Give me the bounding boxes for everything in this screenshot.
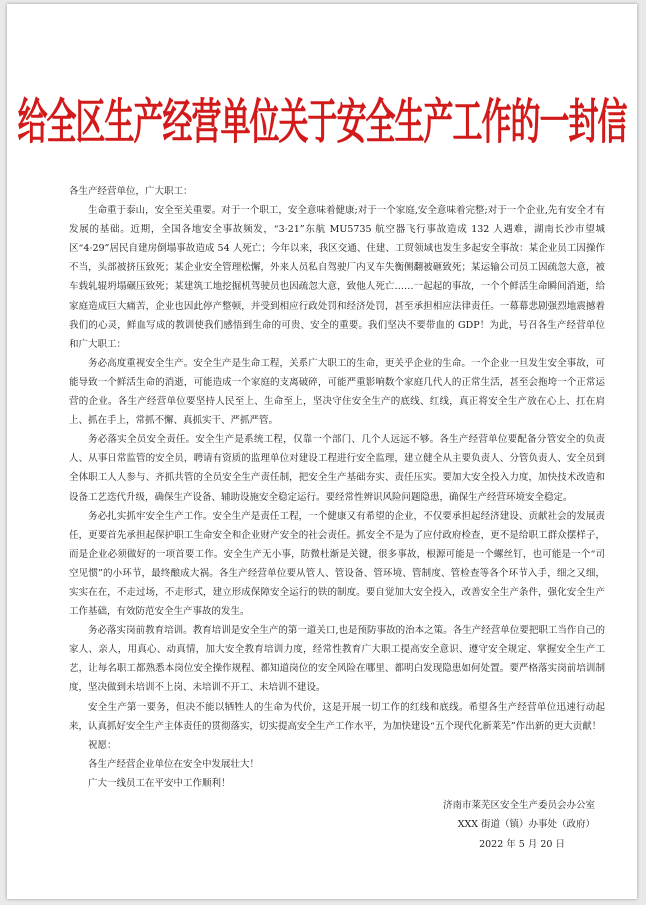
wish-item: 各生产经营企业单位在安全中发展壮大！ (88, 758, 260, 770)
document-page (7, 4, 637, 899)
paragraph-attention: 务必高度重视安全生产。安全生产是生命工程，关系广大职工的生命，更关乎企业的生命。一个企业一旦发生安全事故，可能导致一个鲜活生命的消逝，可能造成一个家庭的支离破碎，可能严重影响数个家庭几代人的正常生活，甚至会拖垮一个正常运营的企业。各生产经营单位要坚持人民至上、生命至上，坚决守住安全生产的底线、红线，真正将安全生产放在心上、扛在肩上、抓在手上，常抓不懈、真抓实干、严抓严管。 (69, 357, 605, 427)
paragraph-conclusion: 安全生产第一要务，但决不能以牺牲人的生命为代价，这是开展一切工作的红线和底线。希望各生产经营单位迅速行动起来，认真抓好安全生产主体责任的贯彻落实，切实提高安全生产工作水平，为加快建设“五个现代化新莱芜”作出新的更大贡献！ (69, 701, 605, 732)
paragraph-work: 务必扎实抓牢安全生产工作。安全生产是责任工程，一个健康又有希望的企业，不仅要承担起经济建设、贡献社会的发展责任，更要首先承担起保护职工生命安全和企业财产安全的社会责任。抓安全不是为了应付政府检查，更不是给职工群众摆样子，而是企业必须做好的一项首要工作。安全生产无小事，防微杜渐是关键，很多事故，根源可能是一个螺丝钉，也可能是一个“司空见惯”的小环节，最终酿成大祸。各生产经营单位要从管人、管设备、管环境、管制度、管检查等各个环节入手，细之又细，实实在在，不走过场，不走形式，建立形成保障安全运行的铁的制度。要自觉加大安全投入，改善安全生产条件，强化安全生产工作基础，有效防范安全生产事故的发生。 (69, 510, 605, 618)
closing: 祝愿： (88, 739, 117, 751)
paragraph-training: 务必落实岗前教育培训。教育培训是安全生产的第一道关口,也是预防事故的治本之策。各生产经营单位要把职工当作自己的家人、亲人，用真心、动真情，加大安全教育培训力度，经常性教育广大职工提高安全意识、遵守安全规定、掌握安全生产工艺，让每名职工都熟悉本岗位安全操作规程、都知道岗位的安全风险在哪里、都明白发现隐患如何处置。要严格落实岗前培训制度，坚决做到未培训不上岗、未培训不开工、未培训不建设。 (69, 625, 605, 694)
signature-org: 济南市莱芜区安全生产委员会办公室 (442, 800, 595, 811)
paragraph-responsibility: 务必落实全员安全责任。安全生产是系统工程，仅靠一个部门、几个人远远不够。各生产经营单位要配备分管安全的负责人、从事日常监管的安全员，聘请有资质的监理单位对建设工程进行安全监理，建立健全从主要负责人、分管负责人、安全员到全体职工人人参与、齐抓共管的全员安全生产责任制，把安全生产基础夯实、责任压实。要加大安全投入力度，加快技术改造和设备工艺迭代升级，确保生产设备、辅助设施安全稳定运行。要经常性辨识风险问题隐患，确保生产经营环境安全稳定。 (69, 434, 605, 503)
salutation: 各生产经营单位，广大职工： (69, 186, 193, 197)
wish-item: 广大一线员工在平安中工作顺利！ (88, 777, 231, 789)
signature-org: XXX 街道（镇）办事处（政府） (457, 819, 595, 831)
letter-body (69, 182, 605, 793)
document-title: 给全区生产经营单位关于安全生产工作的一封信 (17, 94, 627, 151)
signature-date: 2022 年 5 月 20 日 (479, 838, 565, 850)
paragraph-intro: 生命重于泰山，安全至关重要。对于一个职工，安全意味着健康;对于一个家庭,安全意味着完整;对于一个企业,先有安全才有发展的基础。近期，全国各地安全事故频发，“3·21”东航 MU5735 航空器飞行事故造成 132 人遇难，湖南长沙市望城区“4·29”居民自建房倒塌事故造成 54 人死亡；今年以来，我区交通、住建、工贸领域也发生多起安全事故：某企业员工因操作不当，头部被挤压致死；某企业安全管理松懈，外来人员私自驾驶厂内叉车失衡侧翻被砸致死；某运输公司员工因疏忽大意，被车载轧辊坍塌碾压致死；某建筑工地挖掘机驾驶员也因疏忽大意，致他人死亡……一起起的事故，一个个鲜活生命瞬间消逝，给家庭造成巨大痛苦，企业也因此停产整顿，并受到相应行政处罚和经济处罚，甚至承担相应法律责任。一幕幕悲剧强烈地震撼着我们的心灵，鲜血写成的教训使我们感悟到生命的可贵、安全的重要。我们坚决不要带血的 GDP！为此，号召各生产经营单位和广大职工： (69, 205, 605, 350)
signature-block (443, 796, 595, 854)
